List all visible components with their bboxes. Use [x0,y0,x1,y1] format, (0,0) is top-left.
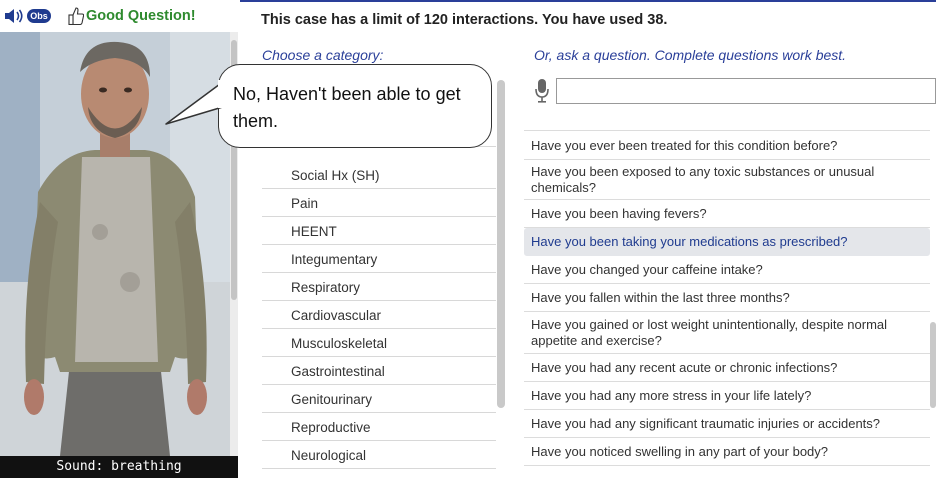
category-item[interactable]: Gastrointestinal [262,358,496,385]
question-item-partial[interactable] [524,120,930,131]
category-item[interactable]: Musculoskeletal [262,330,496,357]
question-item[interactable]: Have you ever been treated for this condition before? [524,132,930,160]
question-item[interactable]: Have you noticed swelling in any part of your body? [524,438,930,466]
speech-bubble-tail [160,80,232,130]
question-input[interactable] [556,78,936,104]
question-item[interactable]: Have you fallen within the last three months? [524,284,930,312]
category-item[interactable]: Reproductive [262,414,496,441]
category-label: Choose a category: [262,47,384,63]
question-item[interactable]: Have you been exposed to any toxic substances or unusual chemicals? [524,160,930,200]
question-item[interactable]: Have you had any significant traumatic injuries or accidents? [524,410,930,438]
question-item-selected[interactable]: Have you been taking your medications as prescribed? [524,228,930,256]
category-item[interactable]: Genitourinary [262,386,496,413]
patient-toolbar [0,0,238,32]
interaction-limit: This case has a limit of 120 interactions. You have used 38. [261,12,668,28]
category-item[interactable]: Respiratory [262,274,496,301]
category-item[interactable]: Social Hx (SH) [262,162,496,189]
sound-status: Sound: breathing [0,456,238,478]
interaction-header [240,0,936,36]
feedback-message: Good Question! [86,8,196,24]
thumbs-up-icon [68,7,84,25]
question-item[interactable]: Have you changed your caffeine intake? [524,256,930,284]
category-item[interactable]: Integumentary [262,246,496,273]
question-scrollbar[interactable] [930,322,936,408]
category-item[interactable]: HEENT [262,218,496,245]
speaker-icon[interactable] [4,8,24,24]
question-item[interactable]: Have you gained or lost weight unintentionally, despite normal appetite and exercise? [524,312,930,354]
obs-badge[interactable]: Obs [27,9,51,23]
category-item[interactable]: Pain [262,190,496,217]
speech-bubble [218,64,492,148]
category-list [262,132,496,478]
category-item[interactable]: Neurological [262,442,496,469]
microphone-icon[interactable] [534,78,550,104]
patient-response: No, Haven't been able to get them. [233,84,461,131]
question-item[interactable]: Have you been having fevers? [524,200,930,228]
category-item[interactable]: Cardiovascular [262,302,496,329]
question-list [524,120,930,478]
ask-label: Or, ask a question. Complete questions work best. [534,47,847,63]
category-scrollbar[interactable] [497,80,505,408]
question-item[interactable]: Have you had any more stress in your life lately? [524,382,930,410]
question-item[interactable]: Have you had any recent acute or chronic infections? [524,354,930,382]
patient-panel [0,0,238,478]
